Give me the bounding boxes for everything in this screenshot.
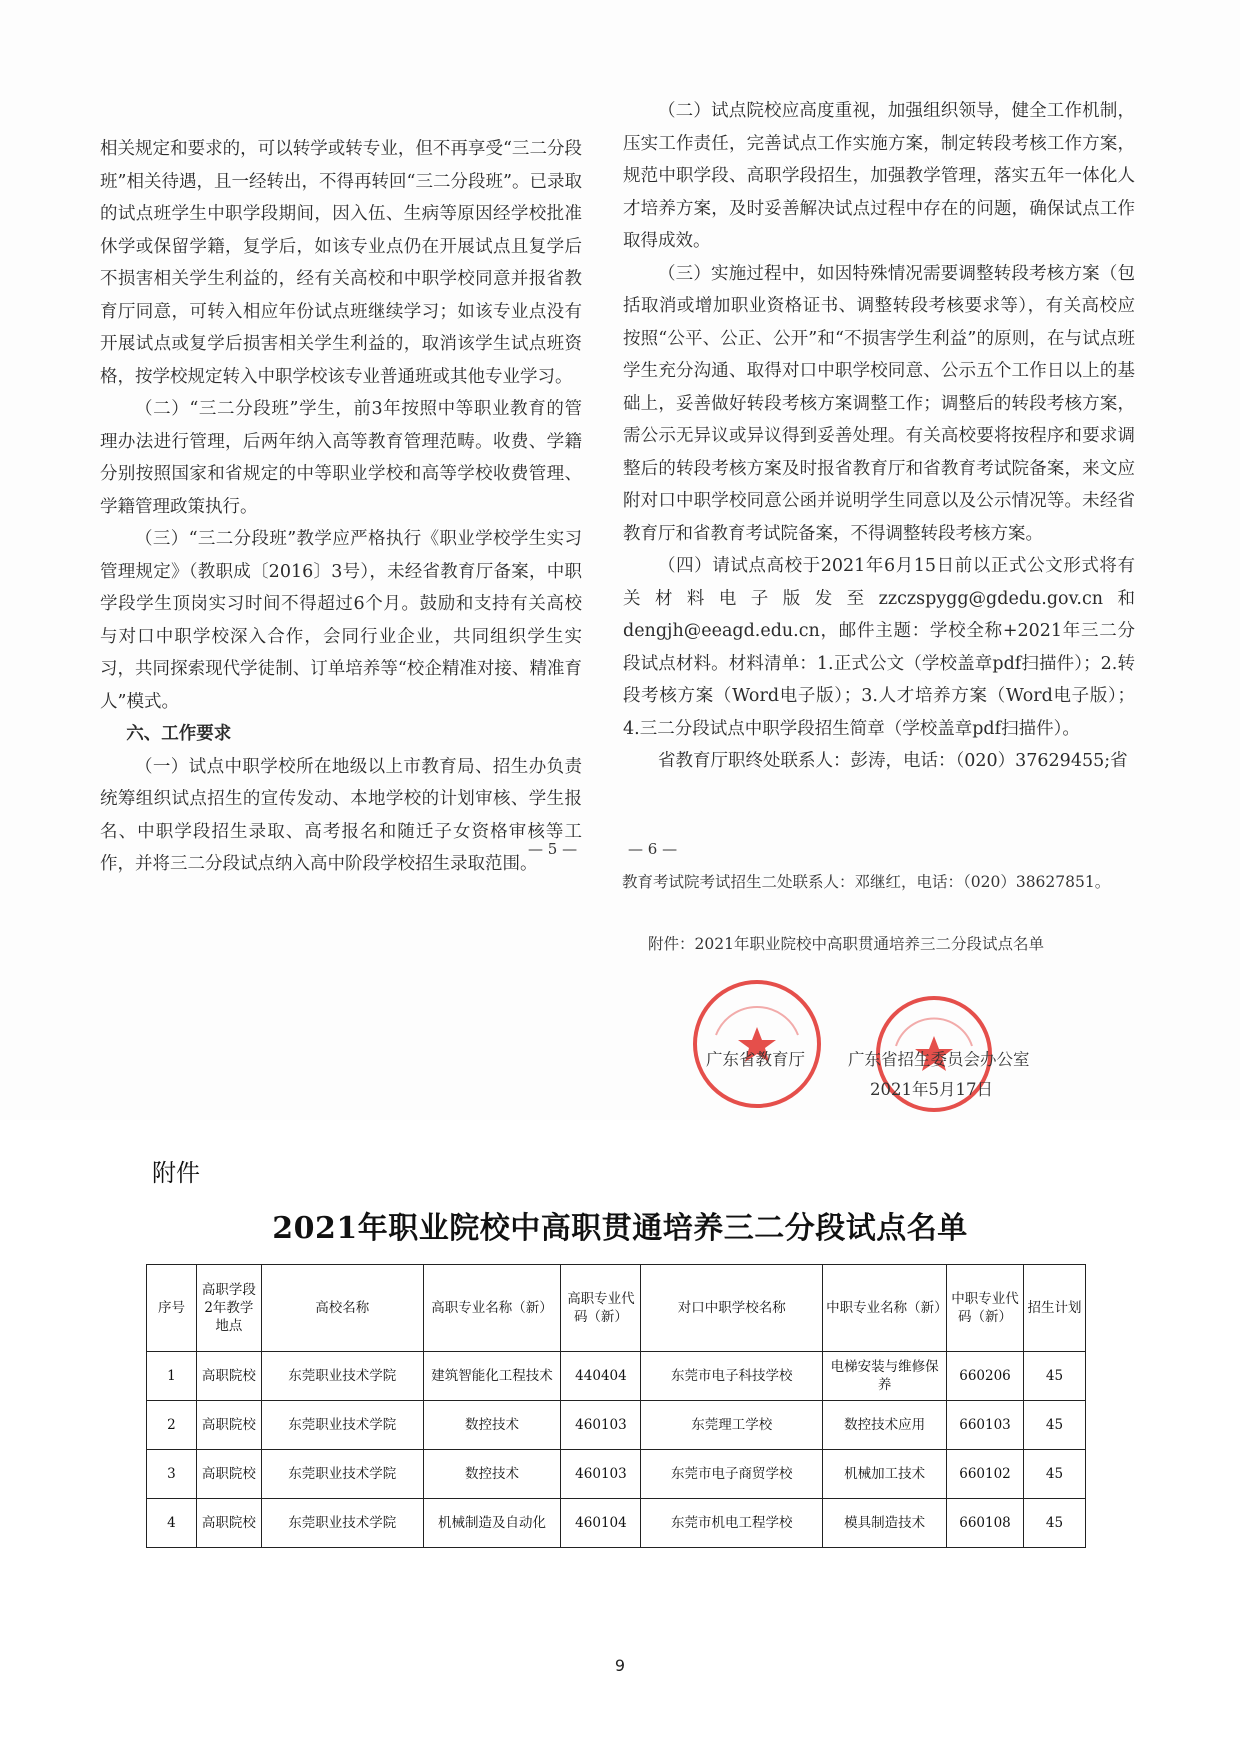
table-cell: 1 xyxy=(147,1352,197,1401)
table-cell: 数控技术 xyxy=(423,1450,561,1499)
paragraph-work-mechanism: （二）试点院校应高度重视，加强组织领导，健全工作机制，压实工作责任，完善试点工作实施方案，制定转段考核工作方案，规范中职学段、高职学段招生，加强教学管理，落实五年一体化人才培养方案，及时妥善解决试点过程中存在的问题，确保试点工作取得成效。 xyxy=(623,101,1135,251)
column-header: 序号 xyxy=(147,1265,197,1352)
table-cell: 机械加工技术 xyxy=(823,1450,947,1499)
column-header: 招生计划 xyxy=(1024,1265,1086,1352)
table-cell: 东莞职业技术学院 xyxy=(261,1352,423,1401)
table-header-row xyxy=(147,1265,1086,1352)
table-cell: 2 xyxy=(147,1401,197,1450)
table-cell: 东莞职业技术学院 xyxy=(261,1401,423,1450)
table-cell: 数控技术 xyxy=(423,1401,561,1450)
paragraph-internship: （三）“三二分段班”教学应严格执行《职业学校学生实习管理规定》（教职成〔2016〕3号），未经省教育厅备案，中职学段学生顶岗实习时间不得超过6个月。鼓励和支持有关高校与对口中职学校深入合作，会同行业企业，共同组织学生实习，共同探索现代学徒制、订单培养等“校企精准对接、精准育人”模式。 xyxy=(100,529,582,712)
table-cell: 3 xyxy=(147,1450,197,1499)
paragraph-transfer-rules: 相关规定和要求的，可以转学或转专业，但不再享受“三二分段班”相关待遇，且一经转出，不得再转回“三二分段班”。已录取的试点班学生中职学段期间，因入伍、生病等原因经学校批准休学或保留学籍，复学后，如该专业点仍在开展试点且复学后不损害相关学生利益的，经有关高校和中职学校同意并报省教育厅同意，可转入相应年份试点班继续学习；如该专业点没有开展试点或复学后损害相关学生利益的，取消该学生试点班资格，按学校规定转入中职学校该专业普通班或其他专业学习。 xyxy=(100,139,582,387)
table-row xyxy=(147,1499,1086,1548)
table-cell: 东莞职业技术学院 xyxy=(261,1450,423,1499)
attachment-label: 附件 xyxy=(152,1159,200,1187)
paragraph-submission: （四）请试点高校于2021年6月15日前以正式公文形式将有关材料电子版发至zzczspygg@gdedu.gov.cn和dengjh@eeagd.edu.cn，邮件主题：学校全称+2021年三二分段试点材料。材料清单：1.正式公文（学校盖章pdf扫描件）；2.转段考核方案（Word电子版）；3.人才培养方案（Word电子版）；4.三二分段试点中职学段招生简章（学校盖章pdf扫描件）。 xyxy=(623,556,1135,739)
column-header: 对口中职学校名称 xyxy=(641,1265,823,1352)
signer-admissions-office: 广东省招生委员会办公室 xyxy=(848,1050,1030,1069)
page-number-6: — 6 — xyxy=(628,840,678,858)
signer-education-department: 广东省教育厅 xyxy=(706,1050,805,1069)
column-header: 高校名称 xyxy=(261,1265,423,1352)
table-cell: 460103 xyxy=(561,1401,641,1450)
paragraph-contact: 省教育厅职终处联系人：彭涛，电话：（020）37629455;省 xyxy=(658,751,1128,771)
table-cell: 4 xyxy=(147,1499,197,1548)
attachment-title: 2021年职业院校中高职贯通培养三二分段试点名单 xyxy=(272,1211,968,1246)
table-cell: 数控技术应用 xyxy=(823,1401,947,1450)
paragraph-management: （二）“三二分段班”学生，前3年按照中等职业教育的管理办法进行管理，后两年纳入高等教育管理范畴。收费、学籍分别按照国家和省规定的中等职业学校和高等学校收费管理、学籍管理政策执行。 xyxy=(100,399,582,517)
table-cell: 高职院校 xyxy=(196,1450,261,1499)
table-cell: 45 xyxy=(1024,1401,1086,1450)
table-cell: 45 xyxy=(1024,1352,1086,1401)
table-cell: 东莞市电子商贸学校 xyxy=(641,1450,823,1499)
table-cell: 东莞市电子科技学校 xyxy=(641,1352,823,1401)
table-cell: 660103 xyxy=(947,1401,1024,1450)
left-text-column xyxy=(100,133,582,881)
right-text-column xyxy=(623,95,1135,778)
seal-education-department-icon xyxy=(688,975,826,1113)
contact-continued: 教育考试院考试招生二处联系人：邓继红，电话：（020）38627851。 xyxy=(622,873,1111,891)
footer-page-number: 9 xyxy=(614,1656,626,1675)
table-row xyxy=(147,1352,1086,1401)
table-cell: 440404 xyxy=(561,1352,641,1401)
attachment-note: 附件：2021年职业院校中高职贯通培养三二分段试点名单 xyxy=(648,935,1044,953)
table-cell: 电梯安装与维修保养 xyxy=(823,1352,947,1401)
table-row xyxy=(147,1450,1086,1499)
page-number-5: — 5 — xyxy=(528,840,578,858)
table-cell: 660102 xyxy=(947,1450,1024,1499)
table-cell: 45 xyxy=(1024,1450,1086,1499)
table-cell: 高职院校 xyxy=(196,1401,261,1450)
paragraph-enrollment-organization: （一）试点中职学校所在地级以上市教育局、招生办负责统筹组织试点招生的宣传发动、本地学校的计划审核、学生报名、中职学段招生录取、高考报名和随迁子女资格审核等工作，并将三二分段试点纳入高中阶段学校招生录取范围。 xyxy=(100,756,582,874)
table-cell: 建筑智能化工程技术 xyxy=(423,1352,561,1401)
table-cell: 东莞市机电工程学校 xyxy=(641,1499,823,1548)
column-header: 高职专业代码（新） xyxy=(561,1265,641,1352)
table-cell: 660108 xyxy=(947,1499,1024,1548)
table-row xyxy=(147,1401,1086,1450)
column-header: 中职专业名称（新） xyxy=(823,1265,947,1352)
table-cell: 东莞理工学校 xyxy=(641,1401,823,1450)
table-cell: 45 xyxy=(1024,1499,1086,1548)
table-cell: 460103 xyxy=(561,1450,641,1499)
table-cell: 460104 xyxy=(561,1499,641,1548)
table-cell: 高职院校 xyxy=(196,1499,261,1548)
table-cell: 机械制造及自动化 xyxy=(423,1499,561,1548)
signature-date: 2021年5月17日 xyxy=(870,1080,993,1099)
section-heading-work-requirements: 六、工作要求 xyxy=(126,724,232,744)
table-cell: 模具制造技术 xyxy=(823,1499,947,1548)
column-header: 高职学段2年教学地点 xyxy=(196,1265,261,1352)
table-cell: 660206 xyxy=(947,1352,1024,1401)
table-cell: 高职院校 xyxy=(196,1352,261,1401)
pilot-program-table xyxy=(146,1264,1086,1548)
column-header: 中职专业代码（新） xyxy=(947,1265,1024,1352)
table-cell: 东莞职业技术学院 xyxy=(261,1499,423,1548)
column-header: 高职专业名称（新） xyxy=(423,1265,561,1352)
paragraph-adjustment: （三）实施过程中，如因特殊情况需要调整转段考核方案（包括取消或增加职业资格证书、调整转段考核要求等），有关高校应按照“公平、公正、公开”和“不损害学生利益”的原则，在与试点班学生充分沟通、取得对口中职学校同意、公示五个工作日以上的基础上，妥善做好转段考核方案调整工作；调整后的转段考核方案，需公示无异议或异议得到妥善处理。有关高校要将按程序和要求调整后的转段考核方案及时报省教育厅和省教育考试院备案，来文应附对口中职学校同意公函并说明学生同意以及公示情况等。未经省教育厅和省教育考试院备案，不得调整转段考核方案。 xyxy=(623,263,1135,544)
